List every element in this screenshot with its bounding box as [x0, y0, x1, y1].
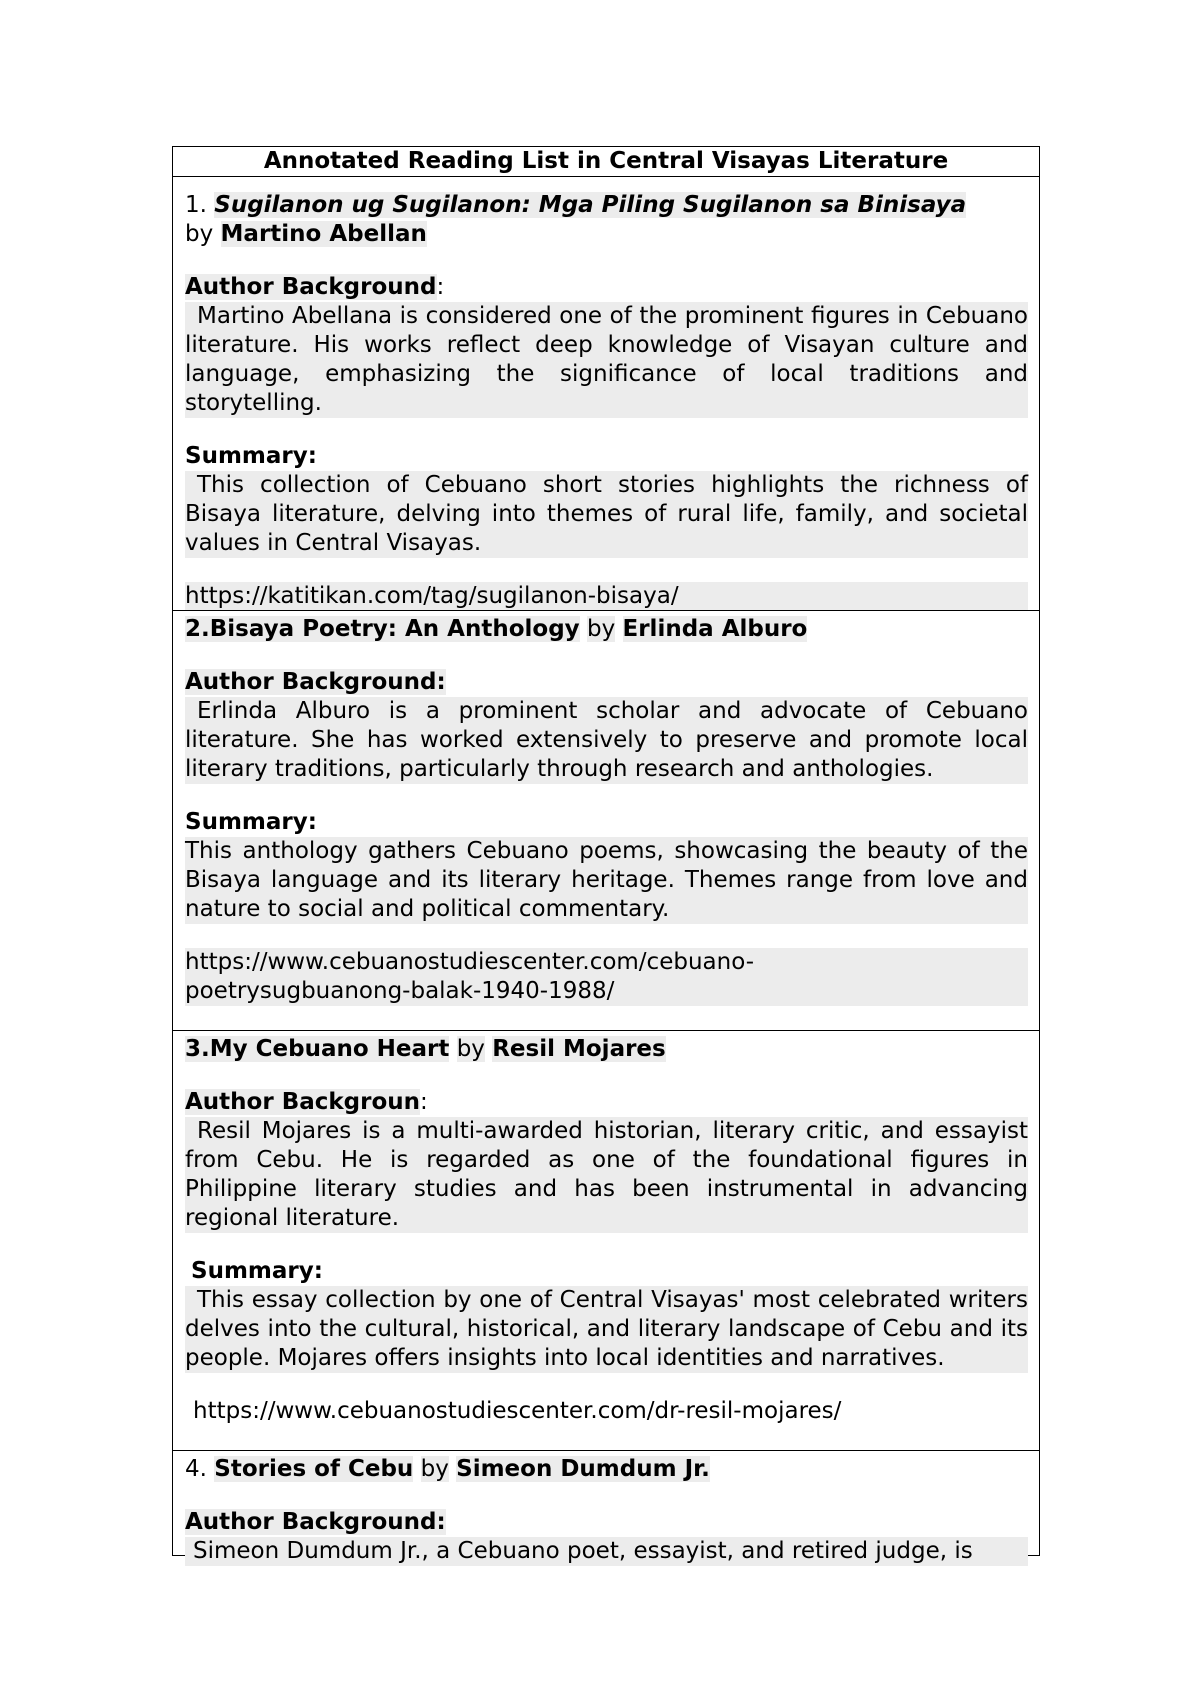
summary-text: This collection of Cebuano short stories highlights the richness of Bisaya literature, delving into themes of rural life, family, and societal values in Central Visayas. [185, 472, 1028, 556]
author-name: Erlinda Alburo [622, 616, 808, 642]
summary-text: This anthology gathers Cebuano poems, showcasing the beauty of the Bisaya language and its literary heritage. Themes range from love and nature to social and political commentary. [185, 838, 1028, 922]
entry-number: 2. [185, 616, 210, 642]
summary-text: This essay collection by one of Central Visayas' most celebrated writers delves into the cultural, historical, and literary landscape of Cebu and its people. Mojares offers insights into local identities and narratives. [185, 1287, 1028, 1371]
entry-divider [173, 610, 1039, 611]
source-link[interactable]: https://www.cebuanostudiescenter.com/dr-resil-mojares/ [193, 1398, 842, 1424]
author-background-text: Erlinda Alburo is a prominent scholar and advocate of Cebuano literature. She has worked extensively to preserve and promote local literary traditions, particularly through research and anthologies. [185, 698, 1028, 782]
book-title: Sugilanon ug Sugilanon: Mga Piling Sugilanon sa Binisaya [214, 192, 967, 218]
source-link[interactable]: https://katitikan.com/tag/sugilanon-bisaya/ [185, 582, 1028, 611]
entry-4 [185, 1455, 1028, 1566]
document-title: Annotated Reading List in Central Visayas Literature [173, 147, 1039, 177]
entry-2-heading [185, 615, 1028, 644]
reading-list-table [172, 146, 1040, 1564]
entry-number: 1. [185, 192, 207, 218]
entry-4-heading [185, 1455, 1028, 1484]
summary-heading: Summary: [185, 809, 317, 835]
entry-number: 3. [185, 1036, 210, 1062]
source-link-line-1[interactable]: https://www.cebuanostudiescenter.com/cebuano- [185, 949, 755, 975]
by-label: by [586, 616, 616, 642]
entry-2 [185, 615, 1028, 1006]
author-background-heading: Author Background: [185, 1509, 446, 1535]
author-name: Simeon Dumdum Jr. [456, 1456, 710, 1482]
source-link[interactable] [185, 948, 1028, 1006]
by-label: by [185, 221, 214, 247]
author-name: Martino Abellan [220, 221, 427, 247]
book-title: My Cebuano Heart [209, 1036, 450, 1062]
by-label: by [456, 1036, 485, 1062]
author-background-heading: Author Background: [185, 274, 445, 300]
author-background-text: Simeon Dumdum Jr., a Cebuano poet, essayist, and retired judge, is [185, 1537, 1028, 1566]
author-background-heading: Author Background: [185, 669, 446, 695]
book-title: Bisaya Poetry: An Anthology [209, 616, 580, 642]
author-background-text: Resil Mojares is a multi-awarded historian, literary critic, and essayist from Cebu. He is regarded as one of the foundational figures in Philippine literary studies and has been instrumental in advancing regional literature. [185, 1118, 1028, 1231]
summary-heading: Summary: [185, 443, 317, 469]
entry-number: 4. [185, 1456, 207, 1482]
entry-divider [173, 1030, 1039, 1031]
entry-1-heading [185, 191, 1028, 249]
entry-3 [185, 1035, 1028, 1426]
by-label: by [420, 1456, 449, 1482]
source-link-line-2[interactable]: poetrysugbuanong-balak-1940-1988/ [185, 978, 615, 1004]
summary-heading: Summary: [191, 1258, 323, 1284]
author-background-text: Martino Abellana is considered one of the prominent figures in Cebuano literature. His works reflect deep knowledge of Visayan culture and language, emphasizing the significance of local traditions and storytelling. [185, 303, 1028, 416]
author-background-heading: Author Backgroun: [185, 1089, 428, 1115]
entry-3-heading [185, 1035, 1028, 1064]
author-name: Resil Mojares [492, 1036, 666, 1062]
book-title: Stories of Cebu [214, 1456, 414, 1482]
entry-divider [173, 1450, 1039, 1451]
entry-1 [185, 191, 1028, 611]
